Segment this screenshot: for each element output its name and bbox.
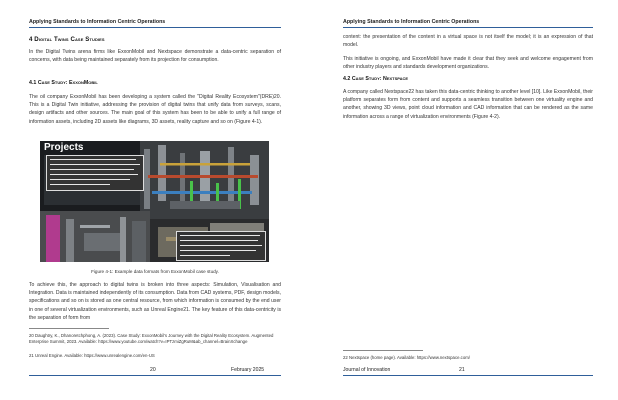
body-paragraph-3: A company called Nextspace22 has taken this data-centric thinking to another level [10]. Like ExxonMobil, their platform separates form from content and supports a seamless transition between one virtuality engine and another, showing 3D views, point cloud information and CAD information that can be rendered as the same information across a range of virtualization environments (Figure 4-2). [343,89,593,120]
page-number: 21 [459,367,465,373]
footnote-21: 21 Unreal Engine. Available: https://www.unrealengine.com/en-US [29,353,155,358]
section-heading: 4 Digital Twins Case Studies [29,36,105,43]
body-paragraph: The oil company ExxonMobil has been developing a system called the "Digital Reality Ecosystem"(DRE)20. This is a Digital Twin initiative, addressing the provision of digital twins that unify data from surveys, scans, design artifacts and other sources. The main goal of this system has been to be able to unify a full range of information assets, including 2D assets like diagrams, 3D assets, reality capture and so on (Figure 4-1). [29,94,281,125]
figure-title: Projects [44,142,84,153]
body-paragraph-2: To achieve this, the approach to digital twins is broken into three aspects: Simulation, Visualisation and Integration. Data is maintained independently of its consumption. Data from CAD systems, PDF, design models, specifications and so on is stored as one central resource, from which information is consumed by the end user in one of several virtualization environments, such as Unreal Engine21. The key feature of this data-centricity is the separation of form from [29,282,281,321]
page-number: 20 [150,367,156,373]
running-header: Applying Standards to Information Centric Operations [343,19,593,28]
right-page [309,0,618,400]
body-paragraph-2: This initiative is ongoing, and ExxonMobil have made it clear that they seek and welcome engagement from other industry players and standards development organizations. [343,56,593,71]
footnote-separator [343,350,423,351]
body-paragraph: content: the presentation of the content in a virtual space is not itself the model; it is an expression of that model. [343,34,593,49]
footer-date: February 2025 [231,367,265,373]
footnote-separator [29,328,109,329]
footnote-22: 22 Nextspace (home page). Available: https://www.nextspace.com/ [343,355,470,360]
exxonmobil-figure [40,141,269,262]
footer-rule [29,375,281,376]
figure-caption: Figure 4-1: Example data formats from ExxonMobil case study. [91,269,219,274]
subsection-heading: 4.2 Case Study: Nextspace [343,76,409,82]
text-callout-bottom [176,231,266,261]
text-callout-top [46,155,144,191]
intro-paragraph: In the Digital Twins arena firms like ExxonMobil and Nextspace demonstrate a data-centric separation of concerns, with data being maintained separately from its projection for consumption. [29,49,281,64]
footnote-20: 20 Daughtry, K., Dhanoretchphong, A. (2023). Case Study: ExxonMobil's Journey with the Digital Reality Ecosystem. Augmented Enterprise Summit, 2023. Available: https://www.youtube.com/watch?v=IPTzmiZgRuM&ab_channel=BrainXchange [29,333,274,345]
running-header: Applying Standards to Information Centric Operations [29,19,281,28]
footer-rule [343,375,593,376]
footer-journal: Journal of Innovation [343,367,391,373]
subsection-heading: 4.1 Case Study: ExxonMobil [29,80,98,86]
